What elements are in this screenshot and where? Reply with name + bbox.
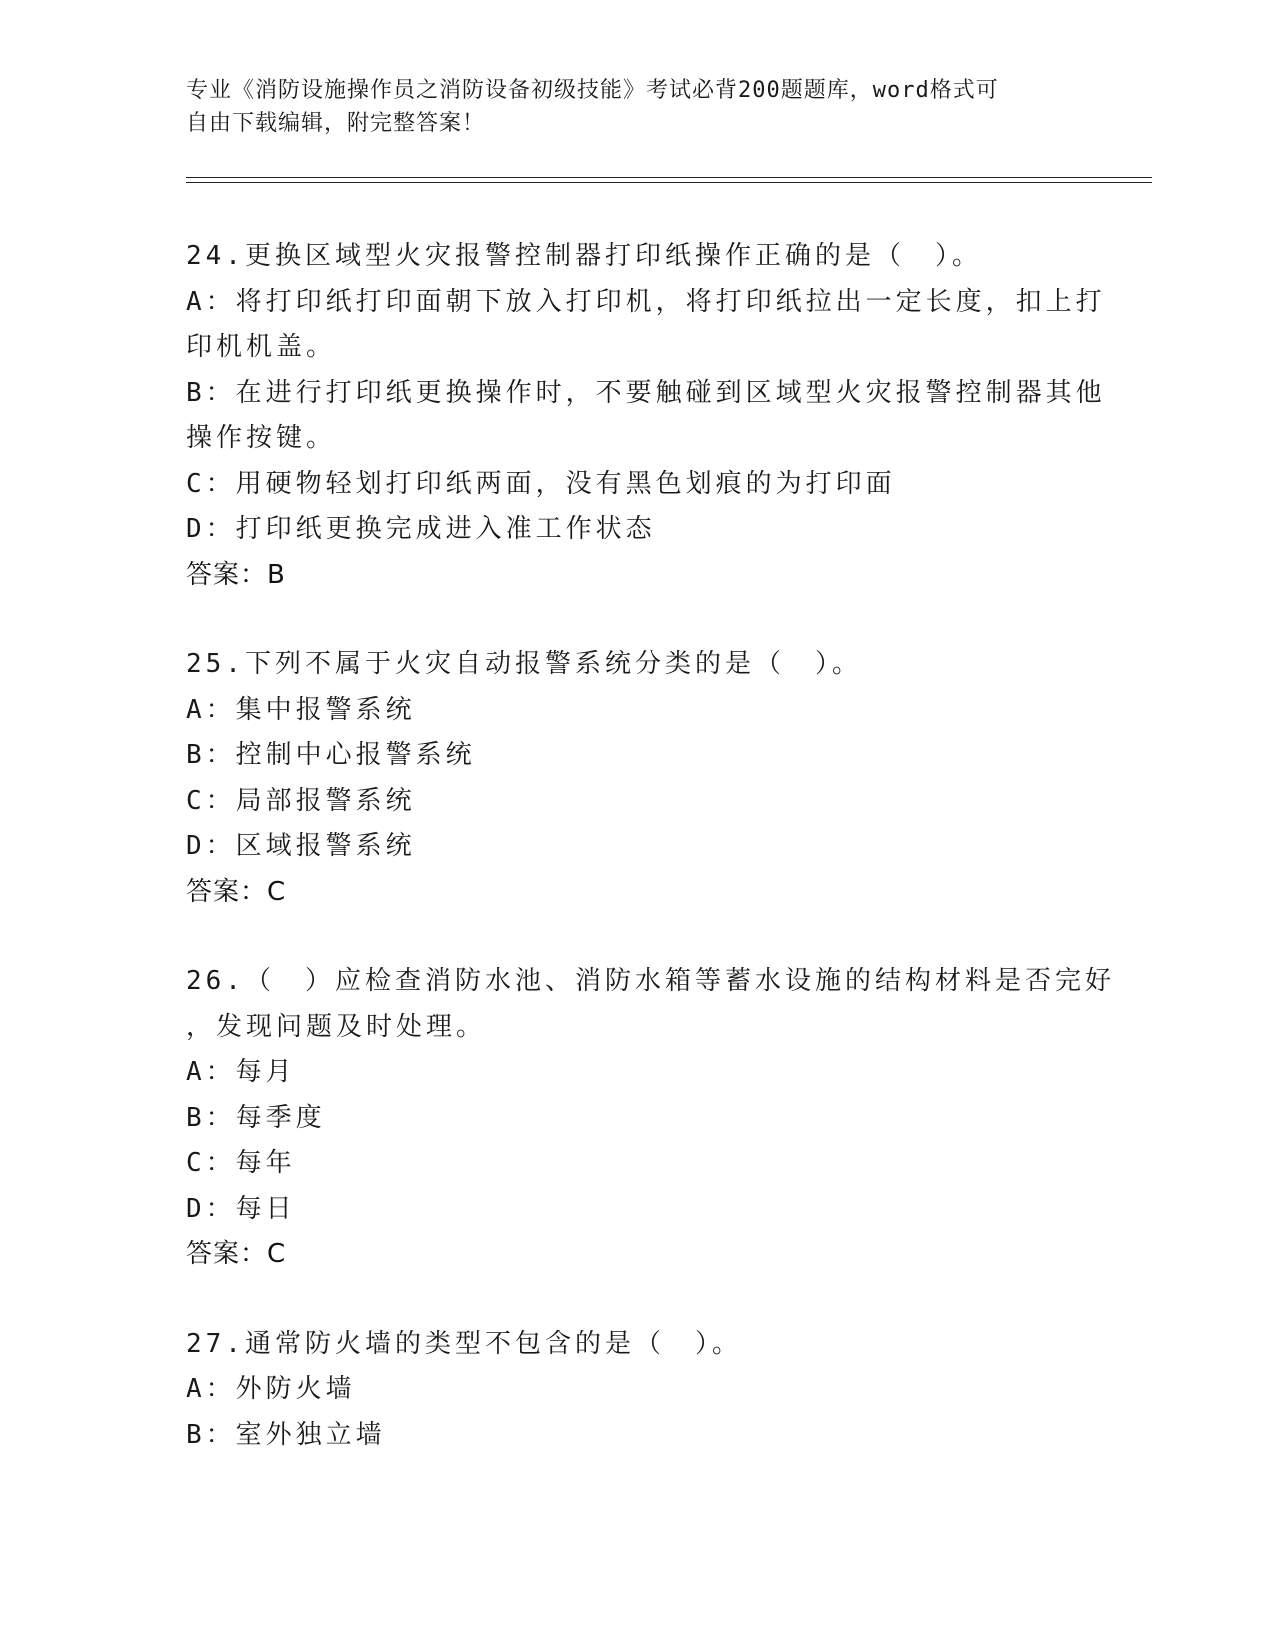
question-stem: 27.通常防火墙的类型不包含的是（ ）。 xyxy=(186,1328,742,1359)
question-stem: 24.更换区域型火灾报警控制器打印纸操作正确的是（ ）。 xyxy=(186,241,982,271)
header-divider-top xyxy=(186,177,1152,178)
answer-label: 答案：B xyxy=(186,559,286,590)
option-d: D：区域报警系统 xyxy=(186,831,416,861)
option-c: C：每年 xyxy=(186,1148,296,1178)
option-d: D：每日 xyxy=(186,1193,296,1224)
header-line-1: 专业《消防设施操作员之消防设备初级技能》考试必背200题题库，word格式可 xyxy=(186,78,999,103)
question-stem: 26.（ ）应检查消防水池、消防水箱等蓄水设施的结构材料是否完好 xyxy=(186,966,1115,996)
header-line-2: 自由下载编辑，附完整答案！ xyxy=(186,111,486,136)
question-list xyxy=(186,234,1115,1502)
option-c: C：局部报警系统 xyxy=(186,785,416,816)
document-header xyxy=(186,74,1066,140)
option-d: D：打印纸更换完成进入准工作状态 xyxy=(186,514,656,544)
header-divider-bottom xyxy=(186,182,1152,183)
question-26 xyxy=(186,959,1115,1278)
option-a: A：集中报警系统 xyxy=(186,694,416,725)
question-stem-continued: ，发现问题及时处理。 xyxy=(186,1011,487,1042)
answer-label: 答案：C xyxy=(186,1239,287,1269)
option-b: B：每季度 xyxy=(186,1102,326,1133)
answer-label: 答案：C xyxy=(186,876,287,907)
option-b: B：控制中心报警系统 xyxy=(186,740,476,770)
option-c: C：用硬物轻划打印纸两面，没有黑色划痕的为打印面 xyxy=(186,468,896,499)
question-27 xyxy=(186,1322,1086,1459)
question-25 xyxy=(186,642,1086,915)
option-a-continued: 印机机盖。 xyxy=(186,332,337,362)
option-a: A：将打印纸打印面朝下放入打印机，将打印纸拉出一定长度，扣上打 xyxy=(186,286,1106,317)
option-b: B：在进行打印纸更换操作时，不要触碰到区域型火灾报警控制器其他 xyxy=(186,377,1106,408)
option-b: B：室外独立墙 xyxy=(186,1419,386,1450)
question-24 xyxy=(186,234,1106,598)
option-a: A：外防火墙 xyxy=(186,1374,356,1404)
option-b-continued: 操作按键。 xyxy=(186,423,337,453)
option-a: A：每月 xyxy=(186,1057,296,1087)
question-stem: 25.下列不属于火灾自动报警系统分类的是（ ）。 xyxy=(186,649,862,679)
